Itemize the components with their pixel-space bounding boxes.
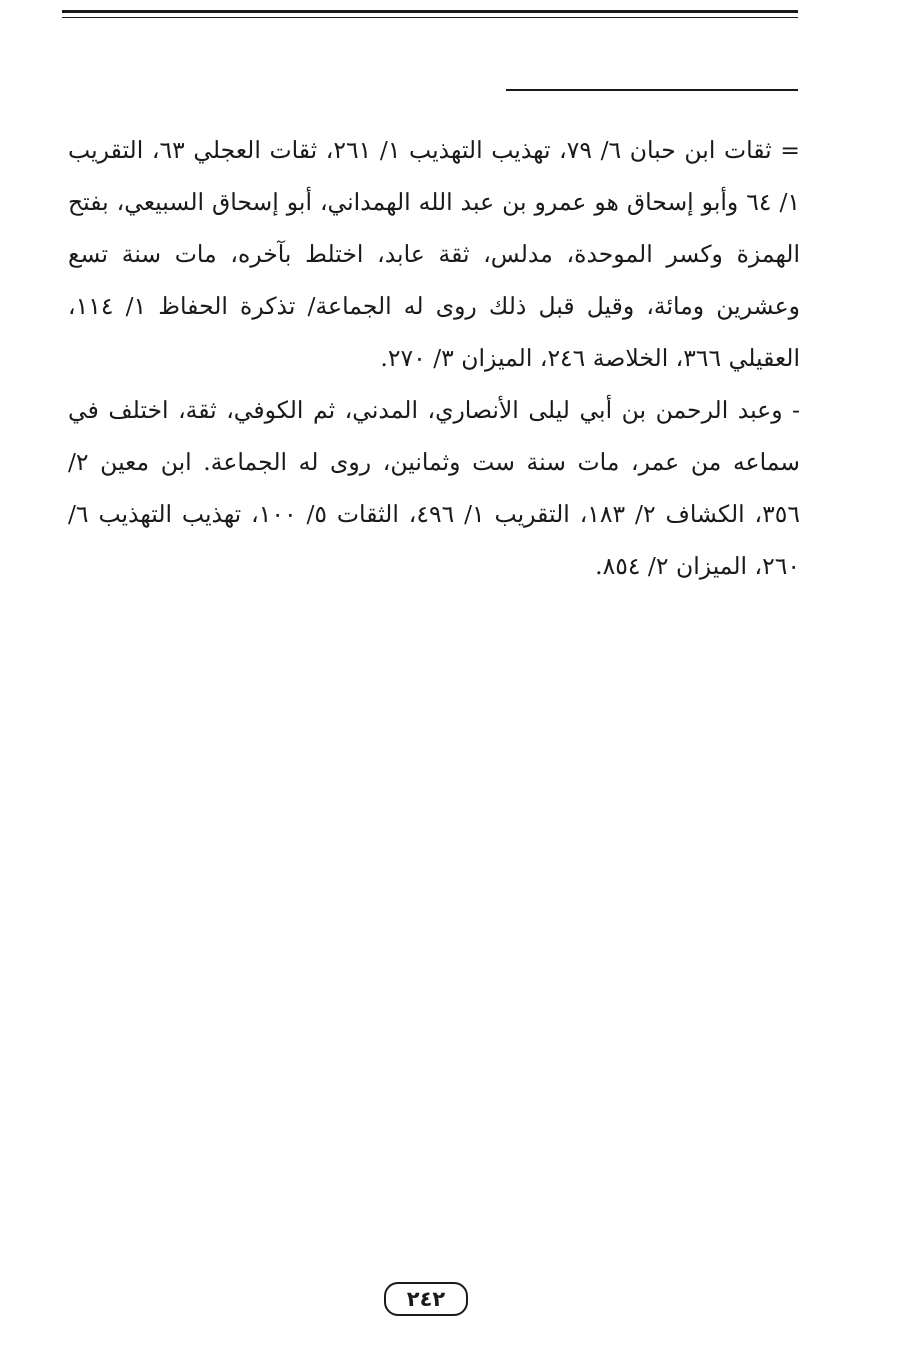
footnote-2: - وعبد الرحمن بن أبي ليلى الأنصاري، المدني، ثم الكوفي، ثقة، اختلف في سماعه من عمر، مات سنة ست وثمانين، روى له الجماعة. ابن معين ٢/ ٣٥٦، الكشاف ٢/ ١٨٣، التقريب ١/ ٤٩٦، الثقات ٥/ ١٠٠، تهذيب التهذيب ٦/ ٢٦٠، الميزان ٢/ ٨٥٤.: [68, 396, 800, 580]
footnotes-block: [68, 124, 800, 592]
header-double-rule: [62, 10, 798, 18]
page-number: ٢٤٢: [384, 1282, 468, 1316]
footnote-1: = ثقات ابن حبان ٦/ ٧٩، تهذيب التهذيب ١/ ٢٦١، ثقات العجلي ٦٣، التقريب ١/ ٦٤ وأبو إسحاق هو عمرو بن عبد الله الهمداني، أبو إسحاق السبيعي، بفتح الهمزة وكسر الموحدة، مدلس، ثقة عابد، اختلط بآخره، مات سنة تسع وعشرين ومائة، وقيل قبل ذلك روى له الجماعة/ تذكرة الحفاظ ١/ ١١٤، العقيلي ٣٦٦، الخلاصة ٢٤٦، الميزان ٣/ ٢٧٠.: [68, 136, 801, 372]
footnote-separator-rule: [506, 89, 798, 91]
